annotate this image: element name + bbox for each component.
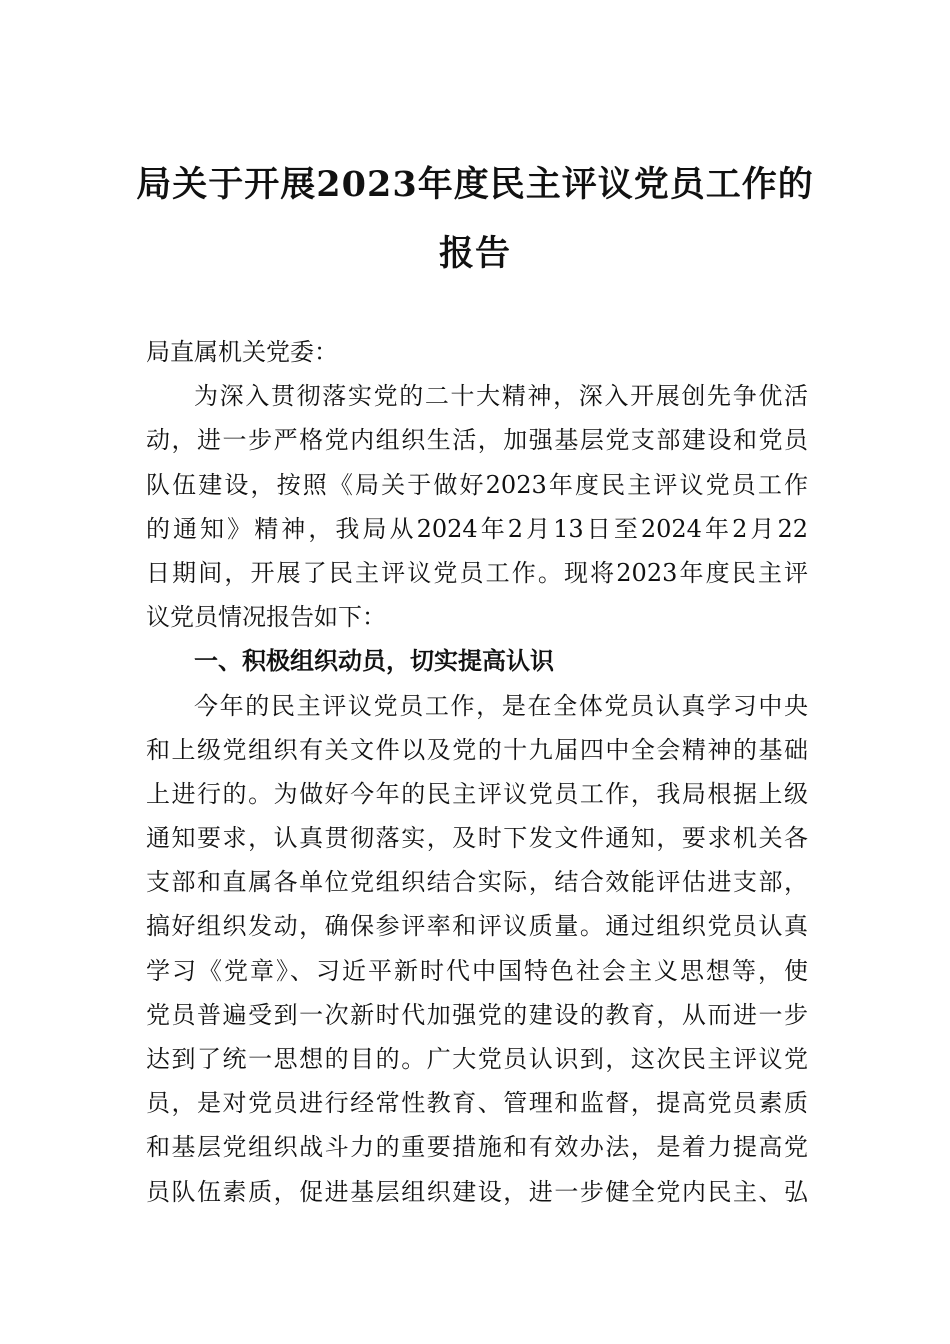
section1-line: 党员普遍受到一次新时代加强党的建设的教育，从而进一步: [146, 1000, 808, 1029]
section-heading: 一、积极组织动员，切实提高认识: [194, 647, 554, 676]
intro-line: 队伍建设，按照《局关于做好2023年度民主评议党员工作: [146, 470, 808, 499]
salutation: 局直属机关党委：: [146, 338, 338, 366]
section1-line: 今年的民主评议党员工作，是在全体党员认真学习中央: [194, 691, 808, 720]
intro-line: 为深入贯彻落实党的二十大精神，深入开展创先争优活: [194, 382, 808, 411]
section1-line: 员，是对党员进行经常性教育、管理和监督，提高党员素质: [146, 1089, 808, 1118]
section1-line: 搞好组织发动，确保参评率和评议质量。通过组织党员认真: [146, 912, 808, 941]
intro-line: 日期间，开展了民主评议党员工作。现将2023年度民主评: [146, 558, 808, 587]
intro-line: 动，进一步严格党内组织生活，加强基层党支部建设和党员: [146, 426, 808, 455]
section1-line: 达到了统一思想的目的。广大党员认识到，这次民主评议党: [146, 1045, 808, 1073]
section1-line: 和基层党组织战斗力的重要措施和有效办法，是着力提高党: [146, 1133, 808, 1162]
intro-line: 的通知》精神，我局从2024年2月13日至2024年2月22: [146, 514, 808, 543]
section1-line: 上进行的。为做好今年的民主评议党员工作，我局根据上级: [146, 779, 808, 808]
section1-line: 支部和直属各单位党组织结合实际，结合效能评估进支部，: [146, 868, 808, 897]
section1-line: 和上级党组织有关文件以及党的十九届四中全会精神的基础: [146, 735, 808, 764]
section1-line: 学习《党章》、习近平新时代中国特色社会主义思想等，使: [146, 956, 808, 985]
section1-line: 员队伍素质，促进基层组织建设，进一步健全党内民主、弘: [146, 1177, 808, 1206]
section1-line: 通知要求，认真贯彻落实，及时下发文件通知，要求机关各: [146, 824, 808, 853]
document-title-line-2: 报告: [438, 233, 511, 274]
document-body: [146, 330, 808, 1214]
document-title-line-1: 局关于开展2023年度民主评议党员工作的: [136, 164, 814, 205]
intro-line: 议党员情况报告如下：: [146, 603, 386, 632]
